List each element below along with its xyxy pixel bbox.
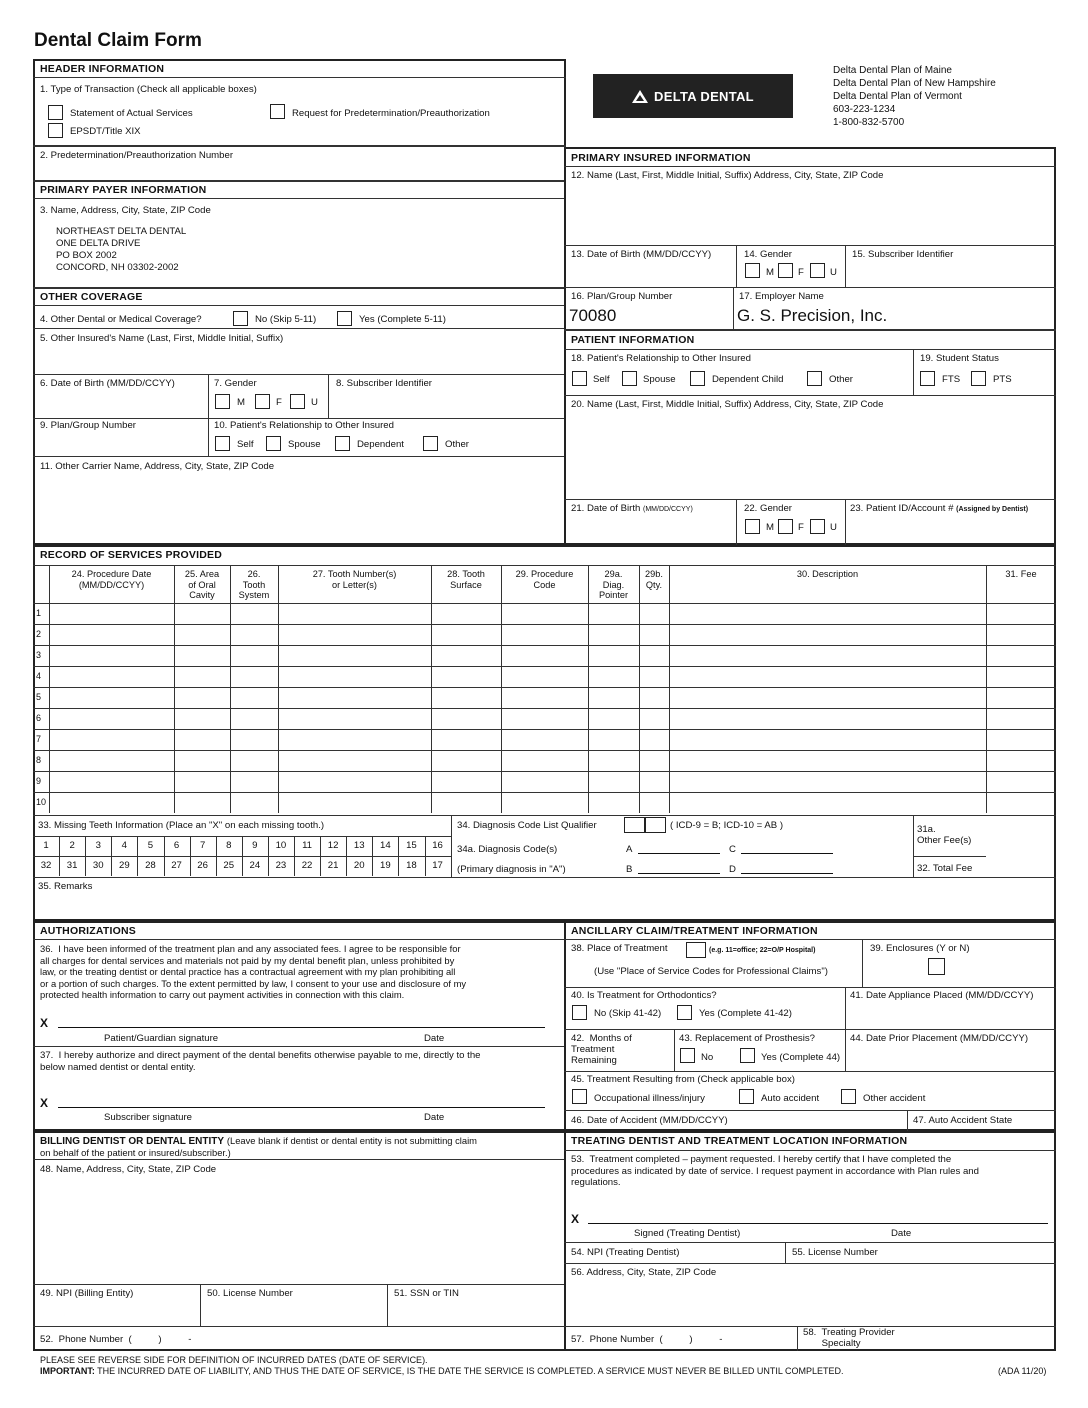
field-34a-note: (Primary diagnosis in "A") (457, 864, 566, 875)
field-17-label: 17. Employer Name (739, 291, 824, 302)
spouse-label: Spouse (288, 439, 321, 450)
table-row-number: 3 (36, 650, 42, 660)
field-43-label: 43. Replacement of Prosthesis? (679, 1033, 815, 1044)
field-2-label[interactable]: 2. Predetermination/Preauthorization Number (40, 150, 234, 161)
table-row-number: 10 (36, 797, 47, 807)
field-21-text: 21. Date of Birth (571, 503, 641, 514)
field-33-label: 33. Missing Teeth Information (Place an "X" on each missing tooth.) (38, 820, 325, 831)
tooth-cell[interactable]: 26 (197, 860, 208, 871)
sig-x-mark: X (571, 1212, 580, 1226)
field-52-label[interactable]: 52. Phone Number ( ) - (40, 1334, 192, 1345)
enclosures-box[interactable] (928, 958, 945, 975)
plan-phone: 1-800-832-5700 (833, 117, 905, 128)
table-row-number: 4 (36, 671, 42, 681)
other-accident-label: Other accident (863, 1093, 926, 1104)
section-header: RECORD OF SERVICES PROVIDED (40, 549, 222, 561)
gender-m-label: M (766, 522, 774, 533)
other-label: Other (829, 374, 853, 385)
section-header: HEADER INFORMATION (40, 63, 165, 75)
ortho-yes-label: Yes (Complete 41-42) (699, 1008, 792, 1019)
statement-actual-label: Statement of Actual Services (70, 108, 193, 119)
table-row[interactable] (49, 792, 1056, 813)
field-19-label: 19. Student Status (920, 353, 999, 364)
employer-name-value[interactable]: G. S. Precision, Inc. (737, 306, 888, 325)
patient-rel-spouse-checkbox[interactable] (622, 371, 637, 386)
field-32-label: 32. Total Fee (917, 863, 973, 874)
address-line: PO BOX 2002 (56, 250, 117, 261)
services-column-header: 31. Fee (1005, 569, 1037, 579)
insured-gender-u-checkbox[interactable] (810, 263, 825, 278)
plan-line: Delta Dental Plan of Vermont (833, 91, 962, 102)
footer-line-2 (40, 1366, 844, 1376)
table-row[interactable] (49, 729, 1056, 750)
diag-b-label: B (626, 864, 633, 875)
tooth-cell[interactable]: 7 (199, 840, 206, 851)
gender-f-label: F (276, 397, 282, 408)
auto-accident-label: Auto accident (761, 1093, 820, 1104)
tooth-cell[interactable]: 4 (121, 840, 128, 851)
delta-triangle-icon (632, 90, 648, 103)
field-22-label: 22. Gender (744, 503, 793, 514)
field-55-label[interactable]: 55. License Number (792, 1247, 878, 1258)
field-36-text: 36. I have been informed of the treatment plan and any associated fees. I agree to be responsible for all charges for dental services and materials not paid by my dental benefit plan, unless prohibited by law, or the treating dentist or dental practice has a contractual agreement with my plan prohibiting all or a portion of such charges. To the extent permitted by law, I consent to your use and disclosure of my protected health information to carry out payment activities in connection with this claim. (40, 943, 467, 1000)
field-41-label[interactable]: 41. Date Appliance Placed (MM/DD/CCYY) (850, 990, 1034, 1001)
dependent-label: Dependent (357, 439, 404, 450)
other-coverage-no-label: No (Skip 5-11) (255, 314, 317, 325)
field-53-text: 53. Treatment completed – payment requested. I hereby certify that I have completed the procedures as indicated by date of service. I request payment in accordance with Plan rules and regulations. (571, 1154, 979, 1188)
predetermination-label: Request for Predetermination/Preauthorization (292, 108, 490, 119)
field-8-label[interactable]: 8. Subscriber Identifier (336, 378, 432, 389)
field-12-label[interactable]: 12. Name (Last, First, Middle Initial, Suffix) Address, City, State, ZIP Code (571, 170, 884, 181)
services-column-header: 29a. Diag. Pointer (598, 569, 629, 600)
prosthesis-yes-label: Yes (Complete 44) (761, 1052, 841, 1063)
ada-version: (ADA 11/20) (998, 1366, 1047, 1376)
footer-line-1: PLEASE SEE REVERSE SIDE FOR DEFINITION OF INCURRED DATES (DATE OF SERVICE). (40, 1355, 428, 1365)
field-31a-label: 31a. Other Fee(s) (917, 824, 972, 846)
field-57-label[interactable]: 57. Phone Number ( ) - (571, 1334, 723, 1345)
other-rel-self-checkbox[interactable] (215, 436, 230, 451)
diag-c-input[interactable] (741, 853, 833, 854)
tooth-cell[interactable]: 27 (171, 860, 182, 871)
tooth-cell[interactable]: 14 (380, 840, 391, 851)
field-11-label[interactable]: 11. Other Carrier Name, Address, City, State, ZIP Code (40, 461, 275, 472)
tooth-cell[interactable]: 10 (275, 840, 287, 851)
field-35-label[interactable]: 35. Remarks (38, 881, 93, 892)
spouse-label: Spouse (643, 374, 676, 385)
ortho-no-label: No (Skip 41-42) (594, 1008, 662, 1019)
diag-a-input[interactable] (638, 853, 720, 854)
predetermination-checkbox[interactable] (270, 104, 285, 119)
delta-dental-logo (593, 74, 793, 118)
field-34-label: 34. Diagnosis Code List Qualifier (457, 820, 597, 831)
other-coverage-yes-checkbox[interactable] (337, 311, 352, 326)
table-row[interactable] (49, 750, 1056, 771)
table-row[interactable] (49, 645, 1056, 666)
field-7-label: 7. Gender (214, 378, 257, 389)
field-45-label: 45. Treatment Resulting from (Check applicable box) (571, 1074, 795, 1085)
field-23-text: 23. Patient ID/Account # (850, 503, 954, 514)
table-row[interactable] (49, 666, 1056, 687)
table-row[interactable] (49, 603, 1056, 624)
section-header: OTHER COVERAGE (40, 291, 143, 303)
tooth-cell[interactable]: 8 (226, 840, 232, 851)
tooth-cell[interactable]: 32 (40, 860, 52, 871)
field-40-label: 40. Is Treatment for Orthodontics? (571, 990, 717, 1001)
gender-f-label: F (798, 267, 804, 278)
services-column-header: 30. Description (796, 569, 859, 579)
field-21-label[interactable] (571, 503, 693, 515)
table-row-number: 7 (36, 734, 42, 744)
other-gender-u-checkbox[interactable] (290, 394, 305, 409)
field-56-label[interactable]: 56. Address, City, State, ZIP Code (571, 1267, 717, 1278)
field-23-label[interactable] (850, 503, 1028, 515)
field-54-label[interactable]: 54. NPI (Treating Dentist) (571, 1247, 680, 1258)
student-fts-checkbox[interactable] (920, 371, 935, 386)
plan-group-number-value[interactable]: 70080 (569, 306, 617, 325)
gender-u-label: U (311, 397, 318, 408)
address-line: ONE DELTA DRIVE (56, 238, 141, 249)
pts-label: PTS (993, 374, 1012, 385)
services-column-header: 29. Procedure Code (515, 569, 574, 590)
student-pts-checkbox[interactable] (971, 371, 986, 386)
table-row-number: 2 (36, 629, 42, 639)
field-50-label[interactable]: 50. License Number (207, 1288, 293, 1299)
other-gender-f-checkbox[interactable] (255, 394, 270, 409)
self-label: Self (237, 439, 254, 450)
table-row-number: 6 (36, 713, 42, 723)
section-header: PATIENT INFORMATION (571, 334, 695, 346)
field-21-format: (MM/DD/CCYY) (643, 506, 693, 513)
gender-u-label: U (830, 267, 837, 278)
field-42-label[interactable]: 42. Months of Treatment Remaining (571, 1033, 632, 1066)
other-rel-spouse-checkbox[interactable] (266, 436, 281, 451)
gender-m-label: M (237, 397, 245, 408)
patient-gender-u-checkbox[interactable] (810, 519, 825, 534)
tooth-cell[interactable]: 19 (380, 860, 391, 871)
date-label: Date (424, 1112, 445, 1123)
plan-info (833, 64, 996, 129)
field-34-note: ( ICD-9 = B; ICD-10 = AB ) (670, 820, 784, 831)
section-header: PRIMARY PAYER INFORMATION (40, 184, 207, 196)
table-row-number: 1 (36, 608, 42, 618)
diag-c-label: C (729, 844, 736, 855)
services-column-header: 24. Procedure Date (MM/DD/CCYY) (71, 569, 152, 590)
form-title: Dental Claim Form (34, 30, 202, 51)
tooth-cell[interactable]: 6 (173, 840, 180, 851)
patient-gender-m-checkbox[interactable] (745, 519, 760, 534)
other-rel-other-checkbox[interactable] (423, 436, 438, 451)
gender-f-label: F (798, 522, 804, 533)
auto-accident-checkbox[interactable] (739, 1089, 754, 1104)
services-column-header: 26. Tooth System (238, 569, 270, 600)
place-of-treatment-box[interactable] (686, 942, 706, 958)
tooth-cell[interactable]: 1 (43, 840, 49, 851)
field-18-label: 18. Patient's Relationship to Other Insured (571, 353, 751, 364)
billing-note: (Leave blank if dentist or dental entity is not submitting claim (226, 1135, 477, 1146)
dependent-child-label: Dependent Child (712, 374, 784, 385)
footer-line-2-text: THE INCURRED DATE OF LIABILITY, AND THUS THE DATE OF SERVICE, IS THE DATE THE SERVICE IS COMPLETED. A SERVICE MUST NEVER BE BILLED UNTIL COMPLETED. (94, 1366, 844, 1376)
prosthesis-no-label: No (701, 1052, 714, 1063)
field-51-label[interactable]: 51. SSN or TIN (394, 1288, 459, 1299)
occupational-label: Occupational illness/injury (594, 1093, 705, 1104)
date-label: Date (891, 1228, 912, 1239)
section-header: AUTHORIZATIONS (40, 925, 136, 937)
patient-gender-f-checkbox[interactable] (778, 519, 793, 534)
plan-line: Delta Dental Plan of New Hampshire (833, 78, 996, 89)
tooth-cell[interactable]: 23 (275, 860, 287, 871)
self-label: Self (593, 374, 610, 385)
table-row[interactable] (49, 708, 1056, 729)
epsdt-label: EPSDT/Title XIX (70, 126, 141, 137)
patient-signature-line[interactable] (58, 1027, 545, 1028)
tooth-cell[interactable]: 30 (92, 860, 104, 871)
tooth-cell[interactable]: 24 (249, 860, 261, 871)
patient-rel-dependent-checkbox[interactable] (690, 371, 705, 386)
tooth-cell[interactable]: 29 (119, 860, 130, 871)
field-23-note: (Assigned by Dentist) (956, 506, 1029, 513)
table-row-number: 8 (36, 755, 42, 765)
table-row[interactable] (49, 624, 1056, 645)
field-5-label[interactable]: 5. Other Insured's Name (Last, First, Middle Initial, Suffix) (40, 333, 284, 344)
prosthesis-no-checkbox[interactable] (680, 1048, 695, 1063)
tooth-cell[interactable]: 17 (432, 860, 443, 871)
epsdt-checkbox[interactable] (48, 123, 63, 138)
field-1-label: 1. Type of Transaction (Check all applicable boxes) (40, 84, 257, 95)
tooth-cell[interactable]: 9 (252, 840, 258, 851)
address-line: NORTHEAST DELTA DENTAL (56, 226, 187, 237)
billing-header (40, 1135, 560, 1159)
gender-m-label: M (766, 267, 774, 278)
tooth-cell[interactable]: 18 (406, 860, 417, 871)
other-label: Other (445, 439, 469, 450)
tooth-cell[interactable]: 15 (406, 840, 417, 851)
field-37-text: 37. I hereby authorize and direct payment of the dental benefits otherwise payable to me, directly to the below named dentist or dental entity. (40, 1050, 481, 1073)
dentist-signature-label: Signed (Treating Dentist) (634, 1228, 741, 1239)
plan-phone: 603-223-1234 (833, 104, 896, 115)
section-header: TREATING DENTIST AND TREATMENT LOCATION INFORMATION (571, 1135, 908, 1147)
occupational-checkbox[interactable] (572, 1089, 587, 1104)
tooth-cell[interactable]: 3 (95, 840, 101, 851)
table-row[interactable] (49, 771, 1056, 792)
field-10-label: 10. Patient's Relationship to Other Insured (214, 420, 394, 431)
ortho-no-checkbox[interactable] (572, 1005, 587, 1020)
tooth-cell[interactable]: 13 (353, 840, 365, 851)
diag-d-input[interactable] (741, 873, 833, 874)
field-38-label: 38. Place of Treatment (571, 943, 668, 954)
field-16-label: 16. Plan/Group Number (571, 291, 673, 302)
table-row[interactable] (49, 687, 1056, 708)
section-header: ANCILLARY CLAIM/TREATMENT INFORMATION (571, 925, 818, 937)
field-9-label[interactable]: 9. Plan/Group Number (40, 420, 136, 431)
plan-line: Delta Dental Plan of Maine (833, 65, 952, 76)
services-column-header: 28. Tooth Surface (447, 569, 485, 590)
diag-b-input[interactable] (638, 873, 720, 874)
tooth-cell[interactable]: 12 (327, 840, 339, 851)
tooth-cell[interactable]: 31 (66, 860, 78, 871)
footer-important: IMPORTANT: (40, 1366, 95, 1376)
tooth-cell[interactable]: 16 (432, 840, 443, 851)
tooth-cell[interactable]: 28 (145, 860, 156, 871)
other-coverage-no-checkbox[interactable] (233, 311, 248, 326)
field-3-label: 3. Name, Address, City, State, ZIP Code (40, 205, 211, 216)
subscriber-signature-label: Subscriber signature (104, 1112, 192, 1123)
field-49-label[interactable]: 49. NPI (Billing Entity) (40, 1288, 134, 1299)
prosthesis-yes-checkbox[interactable] (740, 1048, 755, 1063)
diagnosis-qualifier-box-2[interactable] (645, 817, 666, 833)
tooth-cell[interactable]: 21 (327, 860, 339, 871)
other-gender-m-checkbox[interactable] (215, 394, 230, 409)
services-column-header: 27. Tooth Number(s) or Letter(s) (312, 569, 397, 590)
right-top-column (564, 147, 1056, 545)
subscriber-signature-line[interactable] (58, 1107, 545, 1108)
services-column-header: 29b. Qty. (645, 569, 663, 590)
patient-signature-label: Patient/Guardian signature (104, 1033, 219, 1044)
diag-a-label: A (626, 844, 633, 855)
other-coverage-yes-label: Yes (Complete 5-11) (359, 314, 446, 325)
field-48-label[interactable]: 48. Name, Address, City, State, ZIP Code (40, 1164, 217, 1175)
tooth-cell[interactable]: 22 (301, 860, 313, 871)
field-6-label[interactable]: 6. Date of Birth (MM/DD/CCYY) (40, 378, 175, 389)
logo-text: DELTA DENTAL (654, 88, 754, 104)
billing-title: BILLING DENTIST OR DENTAL ENTITY (40, 1136, 225, 1147)
tooth-cell[interactable]: 20 (353, 860, 365, 871)
sig-x-mark: X (40, 1096, 49, 1110)
ortho-yes-checkbox[interactable] (677, 1005, 692, 1020)
diagnosis-qualifier-box-1[interactable] (624, 817, 645, 833)
gender-u-label: U (830, 522, 837, 533)
insured-gender-f-checkbox[interactable] (778, 263, 793, 278)
field-13-label[interactable]: 13. Date of Birth (MM/DD/CCYY) (571, 249, 712, 260)
field-20-label[interactable]: 20. Name (Last, First, Middle Initial, Suffix) Address, City, State, ZIP Code (571, 399, 884, 410)
field-44-label[interactable]: 44. Date Prior Placement (MM/DD/CCYY) (850, 1033, 1029, 1044)
tooth-cell[interactable]: 25 (223, 860, 235, 871)
tooth-cell[interactable]: 2 (69, 840, 75, 851)
other-rel-dependent-checkbox[interactable] (335, 436, 350, 451)
date-label: Date (424, 1033, 445, 1044)
table-row-number: 5 (36, 692, 42, 702)
statement-actual-checkbox[interactable] (48, 105, 63, 120)
field-4-label: 4. Other Dental or Medical Coverage? (40, 314, 202, 325)
field-14-label: 14. Gender (744, 249, 793, 260)
fts-label: FTS (942, 374, 961, 385)
field-39-label: 39. Enclosures (Y or N) (870, 943, 970, 954)
field-58-label[interactable]: 58. Treating Provider Specialty (803, 1327, 895, 1349)
diag-d-label: D (729, 864, 736, 875)
field-38-small: (e.g. 11=office; 22=O/P Hospital) (709, 947, 816, 954)
other-accident-checkbox[interactable] (841, 1089, 856, 1104)
sig-x-mark: X (40, 1016, 49, 1030)
field-15-label[interactable]: 15. Subscriber Identifier (852, 249, 954, 260)
address-line: CONCORD, NH 03302-2002 (56, 262, 179, 273)
dentist-signature-line[interactable] (588, 1223, 1048, 1224)
payer-address (56, 226, 186, 274)
table-row-number: 9 (36, 776, 42, 786)
billing-note-2: on behalf of the patient or insured/subscriber.) (40, 1147, 231, 1158)
insured-gender-m-checkbox[interactable] (745, 263, 760, 278)
field-46-label[interactable]: 46. Date of Accident (MM/DD/CCYY) (571, 1115, 728, 1126)
field-38-note: (Use "Place of Service Codes for Professional Claims") (594, 966, 828, 977)
tooth-cell[interactable]: 11 (302, 840, 313, 851)
field-34a-label: 34a. Diagnosis Code(s) (457, 844, 558, 855)
services-column-header: 25. Area of Oral Cavity (184, 569, 220, 600)
section-header: PRIMARY INSURED INFORMATION (571, 152, 751, 164)
field-47-label[interactable]: 47. Auto Accident State (913, 1115, 1013, 1126)
tooth-cell[interactable]: 5 (147, 840, 154, 851)
patient-rel-other-checkbox[interactable] (807, 371, 822, 386)
patient-rel-self-checkbox[interactable] (572, 371, 587, 386)
